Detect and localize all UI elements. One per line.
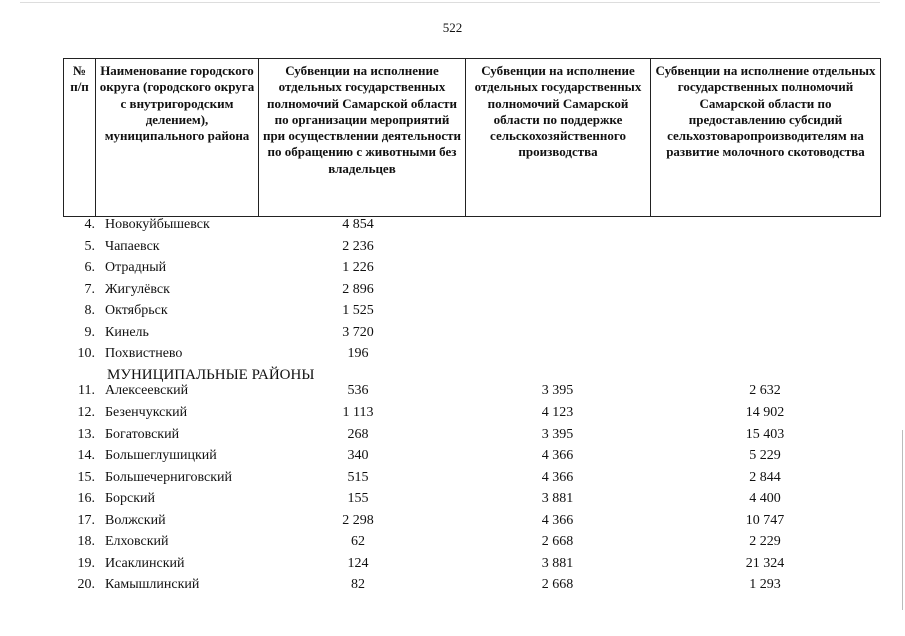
section-label: МУНИЦИПАЛЬНЫЕ РАЙОНЫ xyxy=(107,367,315,383)
row-value-agriculture: 4 366 xyxy=(541,448,574,463)
row-value-animals: 1 525 xyxy=(342,303,374,318)
table-row xyxy=(0,323,905,343)
table-row xyxy=(0,237,905,257)
row-name: Исаклинский xyxy=(105,555,185,571)
row-number: 11. xyxy=(78,383,95,398)
table-row xyxy=(0,489,905,509)
row-value-animals: 196 xyxy=(347,346,369,361)
table-row xyxy=(0,381,905,401)
row-name: Борский xyxy=(105,491,156,506)
row-value-dairy: 2 632 xyxy=(749,383,781,398)
row-name: Похвистнево xyxy=(105,346,183,361)
scan-edge-line xyxy=(20,2,880,3)
row-value-animals: 515 xyxy=(347,469,369,485)
row-value-agriculture: 3 881 xyxy=(541,555,574,571)
row-value-agriculture: 4 366 xyxy=(541,512,574,528)
header-subvention-animals: Субвенции на исполнение отдельных государственных полномочий Самарской области по организации мероприятий при осуществлении деятельности по обращению с животными без владельцев xyxy=(259,59,466,217)
row-number: 12. xyxy=(77,405,95,420)
row-value-animals: 82 xyxy=(351,577,365,592)
row-value-agriculture: 2 668 xyxy=(541,577,574,592)
table-row xyxy=(0,258,905,278)
table-row xyxy=(0,425,905,445)
row-value-dairy: 10 747 xyxy=(745,512,785,528)
row-number: 4. xyxy=(84,217,95,232)
row-name: Волжский xyxy=(105,512,166,528)
table-row xyxy=(0,280,905,300)
row-value-animals: 4 854 xyxy=(342,217,374,232)
row-value-animals: 62 xyxy=(351,534,365,549)
row-value-dairy: 4 400 xyxy=(749,491,781,506)
row-value-agriculture: 4 123 xyxy=(541,405,574,420)
row-name: Безенчукский xyxy=(105,405,188,420)
row-value-dairy: 21 324 xyxy=(745,555,785,571)
row-value-animals: 155 xyxy=(347,491,369,506)
row-value-animals: 2 236 xyxy=(342,238,374,254)
row-value-animals: 2 896 xyxy=(342,281,374,297)
table-row xyxy=(0,215,905,235)
row-number: 13. xyxy=(77,426,95,442)
row-name: Елховский xyxy=(105,534,169,549)
table-row xyxy=(0,301,905,321)
table-row xyxy=(0,446,905,466)
row-value-agriculture: 3 881 xyxy=(541,491,574,506)
row-value-agriculture: 3 395 xyxy=(541,426,574,442)
table-header xyxy=(63,58,881,217)
row-number: 10. xyxy=(77,346,95,361)
row-name: Новокуйбышевск xyxy=(105,217,210,232)
row-value-animals: 340 xyxy=(347,448,369,463)
row-value-dairy: 1 293 xyxy=(749,577,781,592)
table-row xyxy=(0,532,905,552)
row-name: Камышлинский xyxy=(105,577,200,592)
row-number: 16. xyxy=(77,491,95,506)
table-row xyxy=(0,403,905,423)
row-value-animals: 1 226 xyxy=(342,260,374,275)
row-name: Большечерниговский xyxy=(105,469,233,485)
row-number: 17. xyxy=(77,512,95,528)
row-value-animals: 124 xyxy=(347,555,369,571)
table-row xyxy=(0,344,905,364)
row-value-animals: 3 720 xyxy=(342,324,374,340)
scan-artifact xyxy=(902,430,903,610)
row-number: 8. xyxy=(84,303,95,318)
header-number: № п/п xyxy=(64,59,96,217)
row-value-dairy: 2 844 xyxy=(749,469,781,485)
row-value-dairy: 15 403 xyxy=(745,426,785,442)
row-number: 19. xyxy=(77,555,95,571)
row-number: 6. xyxy=(84,260,95,275)
page-number: 522 xyxy=(442,20,463,35)
row-number: 15. xyxy=(77,469,95,485)
row-name: Большеглушицкий xyxy=(105,448,217,463)
row-name: Кинель xyxy=(105,324,149,340)
row-number: 7. xyxy=(84,281,95,297)
row-name: Отрадный xyxy=(105,260,167,275)
row-value-animals: 268 xyxy=(347,426,369,442)
table-row xyxy=(0,511,905,531)
row-value-dairy: 14 902 xyxy=(745,405,785,420)
row-name: Алексеевский xyxy=(105,383,189,398)
row-value-animals: 2 298 xyxy=(342,512,374,528)
header-subvention-agriculture: Субвенции на исполнение отдельных государственных полномочий Самарской области по поддержке сельскохозяйственного производства xyxy=(466,59,651,217)
row-value-animals: 1 113 xyxy=(342,405,374,420)
row-value-animals: 536 xyxy=(347,383,369,398)
row-name: Жигулёвск xyxy=(105,281,170,297)
header-name: Наименование городского округа (городского округа с внутригородским делением), муниципального района xyxy=(96,59,259,217)
row-number: 14. xyxy=(77,448,95,463)
row-value-dairy: 2 229 xyxy=(749,534,781,549)
row-value-dairy: 5 229 xyxy=(749,448,781,463)
header-row xyxy=(64,59,881,217)
row-number: 20. xyxy=(77,577,95,592)
row-number: 18. xyxy=(77,534,95,549)
row-value-agriculture: 3 395 xyxy=(541,383,574,398)
row-name: Богатовский xyxy=(105,426,180,442)
table-row xyxy=(0,554,905,574)
row-name: Октябрьск xyxy=(105,303,168,318)
row-number: 5. xyxy=(84,238,95,254)
row-value-agriculture: 2 668 xyxy=(541,534,574,549)
table-row xyxy=(0,468,905,488)
row-name: Чапаевск xyxy=(105,238,160,254)
header-subvention-dairy: Субвенции на исполнение отдельных государственных полномочий Самарской области по предоставлению субсидий сельхозтоваропроизводителям на развитие молочного скотоводства xyxy=(651,59,881,217)
row-number: 9. xyxy=(84,324,95,340)
row-value-agriculture: 4 366 xyxy=(541,469,574,485)
table-row xyxy=(0,575,905,595)
